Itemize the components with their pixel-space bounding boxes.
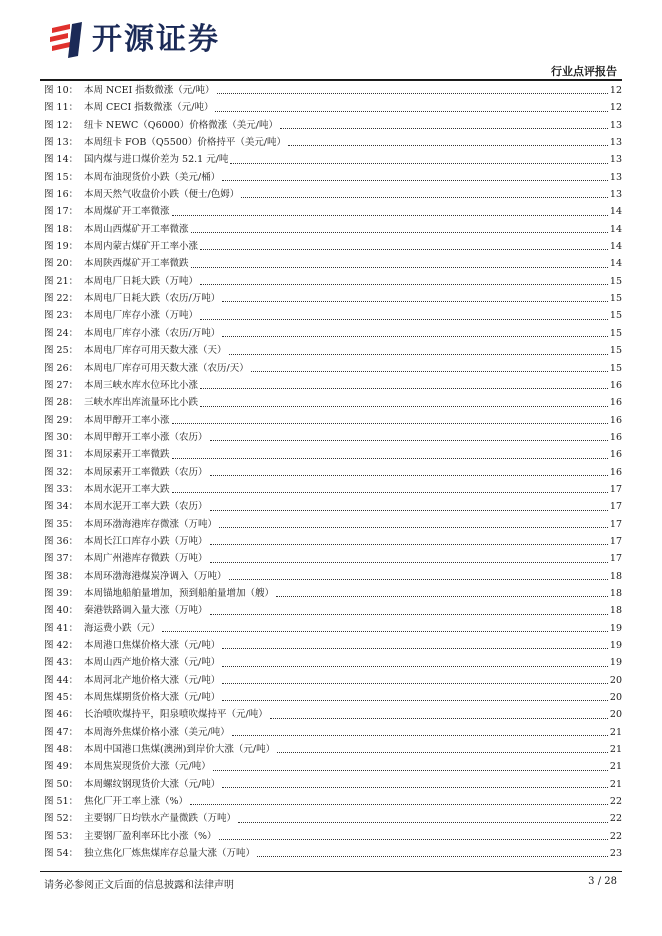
toc-page-number: 22 (609, 830, 622, 842)
toc-leader-dots (222, 647, 608, 649)
toc-entry[interactable] (44, 828, 622, 845)
header-divider (40, 79, 622, 81)
toc-figure-title: 本周锚地船舶量增加，预到船舶量增加（艘） (84, 587, 275, 599)
toc-leader-dots (222, 786, 608, 788)
toc-figure-number: 图 22： (44, 293, 79, 305)
toc-page-number: 18 (609, 587, 622, 599)
toc-page-number: 20 (609, 674, 622, 686)
toc-entry[interactable] (44, 498, 622, 515)
toc-leader-dots (222, 699, 608, 701)
toc-figure-title: 本周长江口库存小跌（万吨） (84, 535, 208, 547)
toc-page-number: 14 (609, 206, 622, 218)
toc-figure-number: 图 49： (44, 761, 79, 773)
toc-page-number: 14 (609, 223, 622, 235)
toc-figure-title: 本周水泥开工率大跌 (84, 483, 170, 495)
toc-page-number: 15 (609, 310, 622, 322)
toc-leader-dots (172, 491, 608, 493)
toc-figure-number: 图 52： (44, 813, 79, 825)
toc-figure-number: 图 10： (44, 85, 79, 96)
toc-leader-dots (232, 734, 608, 736)
toc-entry[interactable] (44, 620, 622, 637)
toc-figure-title: 本周山西产地价格大涨（元/吨） (84, 657, 221, 669)
toc-leader-dots (230, 162, 608, 164)
toc-figure-number: 图 19： (44, 241, 79, 253)
toc-entry[interactable] (44, 585, 622, 602)
toc-figure-number: 图 42： (44, 640, 79, 651)
toc-page-number: 18 (609, 605, 622, 617)
toc-leader-dots (222, 682, 608, 684)
toc-figure-number: 图 32： (44, 466, 79, 478)
toc-figure-title: 本周电厂库存小涨（万吨） (84, 310, 199, 322)
toc-figure-title: 本周煤矿开工率微涨 (84, 206, 170, 218)
toc-leader-dots (229, 353, 608, 355)
toc-figure-title: 本周甲醇开工率小涨 (84, 414, 170, 426)
toc-figure-title: 本周甲醇开工率小涨（农历） (84, 431, 208, 443)
toc-page-number: 15 (609, 293, 622, 305)
toc-figure-title: 焦化厂开工率上涨（%） (84, 796, 189, 808)
toc-page-number: 13 (609, 154, 622, 166)
toc-entry[interactable] (44, 776, 622, 793)
toc-figure-title: 本周内蒙古煤矿开工率小涨 (84, 241, 199, 253)
toc-page-number: 21 (609, 744, 622, 756)
toc-leader-dots (280, 127, 608, 129)
toc-entry[interactable] (44, 307, 622, 324)
brand-logo (48, 20, 220, 60)
toc-figure-number: 图 21： (44, 275, 79, 287)
toc-figure-title: 本周 NCEI 指数微涨（元/吨） (84, 85, 215, 96)
toc-figure-number: 图 13： (44, 137, 79, 149)
toc-entry[interactable] (44, 464, 622, 481)
toc-figure-title: 本周山西煤矿开工率微涨 (84, 223, 189, 235)
toc-figure-title: 主要钢厂盈利率环比小涨（%） (84, 830, 217, 842)
toc-figure-number: 图 34： (44, 501, 79, 513)
toc-figure-number: 图 41： (44, 622, 79, 634)
toc-figure-number: 图 35： (44, 518, 79, 530)
toc-entry[interactable] (44, 99, 622, 116)
toc-leader-dots (172, 214, 608, 216)
toc-leader-dots (288, 144, 608, 146)
toc-page-number: 14 (609, 241, 622, 253)
toc-leader-dots (213, 769, 608, 771)
toc-figure-number: 图 14： (44, 154, 79, 166)
toc-leader-dots (200, 248, 608, 250)
toc-figure-number: 图 25： (44, 345, 79, 357)
kaiyuan-logo-icon (48, 20, 86, 60)
toc-page-number: 17 (609, 483, 622, 495)
toc-figure-number: 图 33： (44, 483, 79, 495)
toc-entry[interactable] (44, 82, 622, 99)
toc-leader-dots (210, 509, 608, 511)
toc-leader-dots (222, 179, 608, 181)
toc-page-number: 13 (609, 171, 622, 183)
toc-leader-dots (191, 266, 608, 268)
footer-divider (40, 871, 622, 872)
toc-page-number: 22 (609, 796, 622, 808)
toc-figure-title: 本周电厂库存可用天数大涨（天） (84, 345, 227, 357)
toc-figure-title: 本周天然气收盘价小跌（便士/色姆） (84, 189, 240, 201)
toc-page-number: 22 (609, 813, 622, 825)
toc-entry[interactable] (44, 325, 622, 342)
toc-page-number: 19 (609, 622, 622, 634)
toc-page-number: 19 (609, 640, 622, 651)
toc-leader-dots (200, 283, 608, 285)
toc-entry[interactable] (44, 412, 622, 429)
page-number: 3 / 28 (588, 876, 617, 887)
toc-figure-number: 图 20： (44, 258, 79, 270)
toc-entry[interactable] (44, 724, 622, 741)
toc-figure-number: 图 54： (44, 848, 79, 860)
toc-figure-number: 图 48： (44, 744, 79, 756)
toc-figure-title: 本周中国港口焦煤(澳洲)到岸价大涨（元/吨） (84, 744, 276, 756)
toc-figure-number: 图 47： (44, 726, 79, 738)
toc-leader-dots (219, 526, 608, 528)
toc-leader-dots (200, 318, 608, 320)
toc-figure-title: 本周三峡水库水位环比小涨 (84, 379, 199, 391)
toc-figure-title: 本周尿素开工率微跌 (84, 449, 170, 461)
toc-figure-number: 图 12： (44, 119, 79, 131)
toc-leader-dots (210, 543, 608, 545)
toc-figure-title: 本周电厂日耗大跌（万吨） (84, 275, 199, 287)
toc-page-number: 21 (609, 726, 622, 738)
toc-figure-number: 图 46： (44, 709, 79, 721)
toc-entry[interactable] (44, 516, 622, 533)
toc-figure-number: 图 38： (44, 570, 79, 582)
toc-figure-title: 纽卡 NEWC（Q6000）价格微涨（美元/吨） (84, 119, 278, 131)
toc-figure-title: 独立焦化厂炼焦煤库存总量大涨（万吨） (84, 848, 256, 860)
toc-leader-dots (162, 630, 608, 632)
toc-page-number: 17 (609, 501, 622, 513)
toc-page-number: 16 (609, 431, 622, 443)
toc-figure-title: 秦港铁路调入量大涨（万吨） (84, 605, 208, 617)
toc-figure-title: 本周纽卡 FOB（Q5500）价格持平（美元/吨） (84, 137, 287, 149)
toc-page-number: 17 (609, 535, 622, 547)
toc-leader-dots (217, 92, 608, 94)
toc-figure-number: 图 16： (44, 189, 79, 201)
toc-leader-dots (219, 838, 608, 840)
toc-entry[interactable] (44, 273, 622, 290)
toc-entry[interactable] (44, 568, 622, 585)
toc-figure-title: 本周环渤海港煤炭净调入（万吨） (84, 570, 227, 582)
toc-figure-title: 本周尿素开工率微跌（农历） (84, 466, 208, 478)
toc-figure-title: 长治喷吹煤持平，阳泉喷吹煤持平（元/吨） (84, 709, 268, 721)
toc-page-number: 15 (609, 345, 622, 357)
toc-page-number: 14 (609, 258, 622, 270)
toc-entry[interactable] (44, 550, 622, 567)
toc-leader-dots (172, 422, 608, 424)
toc-figure-number: 图 27： (44, 379, 79, 391)
toc-entry[interactable] (44, 793, 622, 810)
toc-entry[interactable] (44, 446, 622, 463)
toc-figure-title: 本周螺纹钢现货价大涨（元/吨） (84, 778, 221, 790)
toc-entry[interactable] (44, 290, 622, 307)
toc-leader-dots (257, 855, 608, 857)
toc-entry[interactable] (44, 706, 622, 723)
report-type-label: 行业点评报告 (551, 65, 617, 78)
toc-figure-number: 图 11： (44, 102, 79, 114)
toc-figure-title: 主要钢厂日均铁水产量微跌（万吨） (84, 813, 237, 825)
toc-entry[interactable] (44, 117, 622, 134)
logo-text: 开源证券 (92, 22, 220, 57)
toc-figure-title: 本周河北产地价格大涨（元/吨） (84, 674, 221, 686)
toc-figure-title: 本周水泥开工率大跌（农历） (84, 501, 208, 513)
toc-entry[interactable] (44, 394, 622, 411)
toc-leader-dots (222, 300, 608, 302)
toc-figure-title: 本周电厂库存小涨（农历/万吨） (84, 327, 221, 339)
toc-figure-number: 图 40： (44, 605, 79, 617)
toc-entry[interactable] (44, 741, 622, 758)
toc-entry[interactable] (44, 810, 622, 827)
toc-figure-number: 图 29： (44, 414, 79, 426)
toc-leader-dots (172, 457, 608, 459)
toc-leader-dots (238, 821, 608, 823)
toc-figure-title: 本周陕西煤矿开工率微跌 (84, 258, 189, 270)
toc-figure-title: 本周广州港库存微跌（万吨） (84, 553, 208, 565)
toc-figure-number: 图 45： (44, 692, 79, 704)
toc-leader-dots (222, 665, 608, 667)
toc-figure-title: 本周 CECI 指数微涨（元/吨） (84, 102, 214, 114)
toc-entry[interactable] (44, 377, 622, 394)
toc-figure-title: 国内煤与进口煤价差为 52.1 元/吨 (84, 154, 229, 166)
toc-entry[interactable] (44, 429, 622, 446)
toc-figure-number: 图 44： (44, 674, 79, 686)
toc-figure-title: 三峡水库出库流量环比小跌 (84, 397, 199, 409)
toc-entry[interactable] (44, 221, 622, 238)
toc-page-number: 15 (609, 327, 622, 339)
toc-figure-number: 图 26： (44, 362, 79, 374)
toc-page-number: 13 (609, 137, 622, 149)
toc-figure-title: 本周电厂库存可用天数大涨（农历/天） (84, 362, 249, 374)
toc-entry[interactable] (44, 845, 622, 862)
toc-leader-dots (191, 231, 608, 233)
toc-entry[interactable] (44, 672, 622, 689)
toc-leader-dots (222, 335, 608, 337)
toc-figure-title: 本周布油现货价小跌（美元/桶） (84, 171, 221, 183)
toc-entry[interactable] (44, 758, 622, 775)
toc-figure-title: 海运费小跌（元） (84, 622, 161, 634)
toc-page-number: 17 (609, 553, 622, 565)
toc-page-number: 23 (609, 848, 622, 860)
toc-leader-dots (277, 751, 608, 753)
toc-figure-number: 图 31： (44, 449, 79, 461)
toc-figure-number: 图 36： (44, 535, 79, 547)
toc-page-number: 16 (609, 449, 622, 461)
toc-leader-dots (276, 595, 608, 597)
toc-page-number: 13 (609, 189, 622, 201)
toc-entry[interactable] (44, 637, 622, 654)
toc-page-number: 21 (609, 778, 622, 790)
toc-figure-title: 本周焦炭现货价大涨（元/吨） (84, 761, 211, 773)
toc-figure-title: 本周焦煤期货价格大涨（元/吨） (84, 692, 221, 704)
toc-page-number: 12 (609, 102, 622, 114)
toc-page-number: 12 (609, 85, 622, 96)
toc-page-number: 21 (609, 761, 622, 773)
toc-leader-dots (241, 196, 608, 198)
toc-leader-dots (210, 613, 608, 615)
toc-page-number: 19 (609, 657, 622, 669)
toc-leader-dots (210, 474, 608, 476)
toc-figure-number: 图 24： (44, 327, 79, 339)
toc-entry[interactable] (44, 151, 622, 168)
toc-figure-title: 本周电厂日耗大跌（农历/万吨） (84, 293, 221, 305)
toc-entry[interactable] (44, 481, 622, 498)
toc-figure-title: 本周港口焦煤价格大涨（元/吨） (84, 640, 221, 651)
toc-page-number: 16 (609, 414, 622, 426)
footer-disclaimer: 请务必参阅正文后面的信息披露和法律声明 (44, 880, 234, 891)
toc-entry[interactable] (44, 255, 622, 272)
toc-page-number: 17 (609, 518, 622, 530)
toc-entry[interactable] (44, 203, 622, 220)
toc-leader-dots (200, 387, 608, 389)
toc-leader-dots (210, 561, 608, 563)
toc-leader-dots (190, 803, 608, 805)
toc-entry[interactable] (44, 134, 622, 151)
toc-page-number: 16 (609, 379, 622, 391)
toc-figure-number: 图 50： (44, 778, 79, 790)
toc-figure-title: 本周海外焦煤价格小涨（美元/吨） (84, 726, 230, 738)
toc-figure-number: 图 39： (44, 587, 79, 599)
toc-figure-number: 图 15： (44, 171, 79, 183)
toc-figure-number: 图 18： (44, 223, 79, 235)
toc-entry[interactable] (44, 602, 622, 619)
toc-entry[interactable] (44, 342, 622, 359)
toc-entry[interactable] (44, 533, 622, 550)
toc-entry[interactable] (44, 169, 622, 186)
toc-page-number: 15 (609, 275, 622, 287)
toc-figure-number: 图 37： (44, 553, 79, 565)
toc-figure-title: 本周环渤海港库存微涨（万吨） (84, 518, 218, 530)
toc-page-number: 16 (609, 397, 622, 409)
toc-entry[interactable] (44, 654, 622, 671)
toc-leader-dots (215, 110, 607, 112)
toc-figure-number: 图 30： (44, 431, 79, 443)
toc-entry[interactable] (44, 360, 622, 377)
toc-leader-dots (251, 370, 608, 372)
toc-figure-number: 图 53： (44, 830, 79, 842)
toc-figure-number: 图 23： (44, 310, 79, 322)
toc-entry[interactable] (44, 186, 622, 203)
toc-entry[interactable] (44, 238, 622, 255)
toc-figure-number: 图 28： (44, 397, 79, 409)
toc-leader-dots (210, 439, 608, 441)
toc-leader-dots (270, 717, 608, 719)
toc-leader-dots (200, 405, 608, 407)
toc-page-number: 18 (609, 570, 622, 582)
toc-page-number: 13 (609, 119, 622, 131)
toc-leader-dots (229, 578, 608, 580)
toc-figure-number: 图 43： (44, 657, 79, 669)
toc-figure-number: 图 51： (44, 796, 79, 808)
toc-figure-number: 图 17： (44, 206, 79, 218)
toc-page-number: 20 (609, 692, 622, 704)
figure-toc-list (44, 82, 622, 862)
toc-page-number: 16 (609, 466, 622, 478)
toc-entry[interactable] (44, 689, 622, 706)
toc-page-number: 20 (609, 709, 622, 721)
toc-page-number: 15 (609, 362, 622, 374)
